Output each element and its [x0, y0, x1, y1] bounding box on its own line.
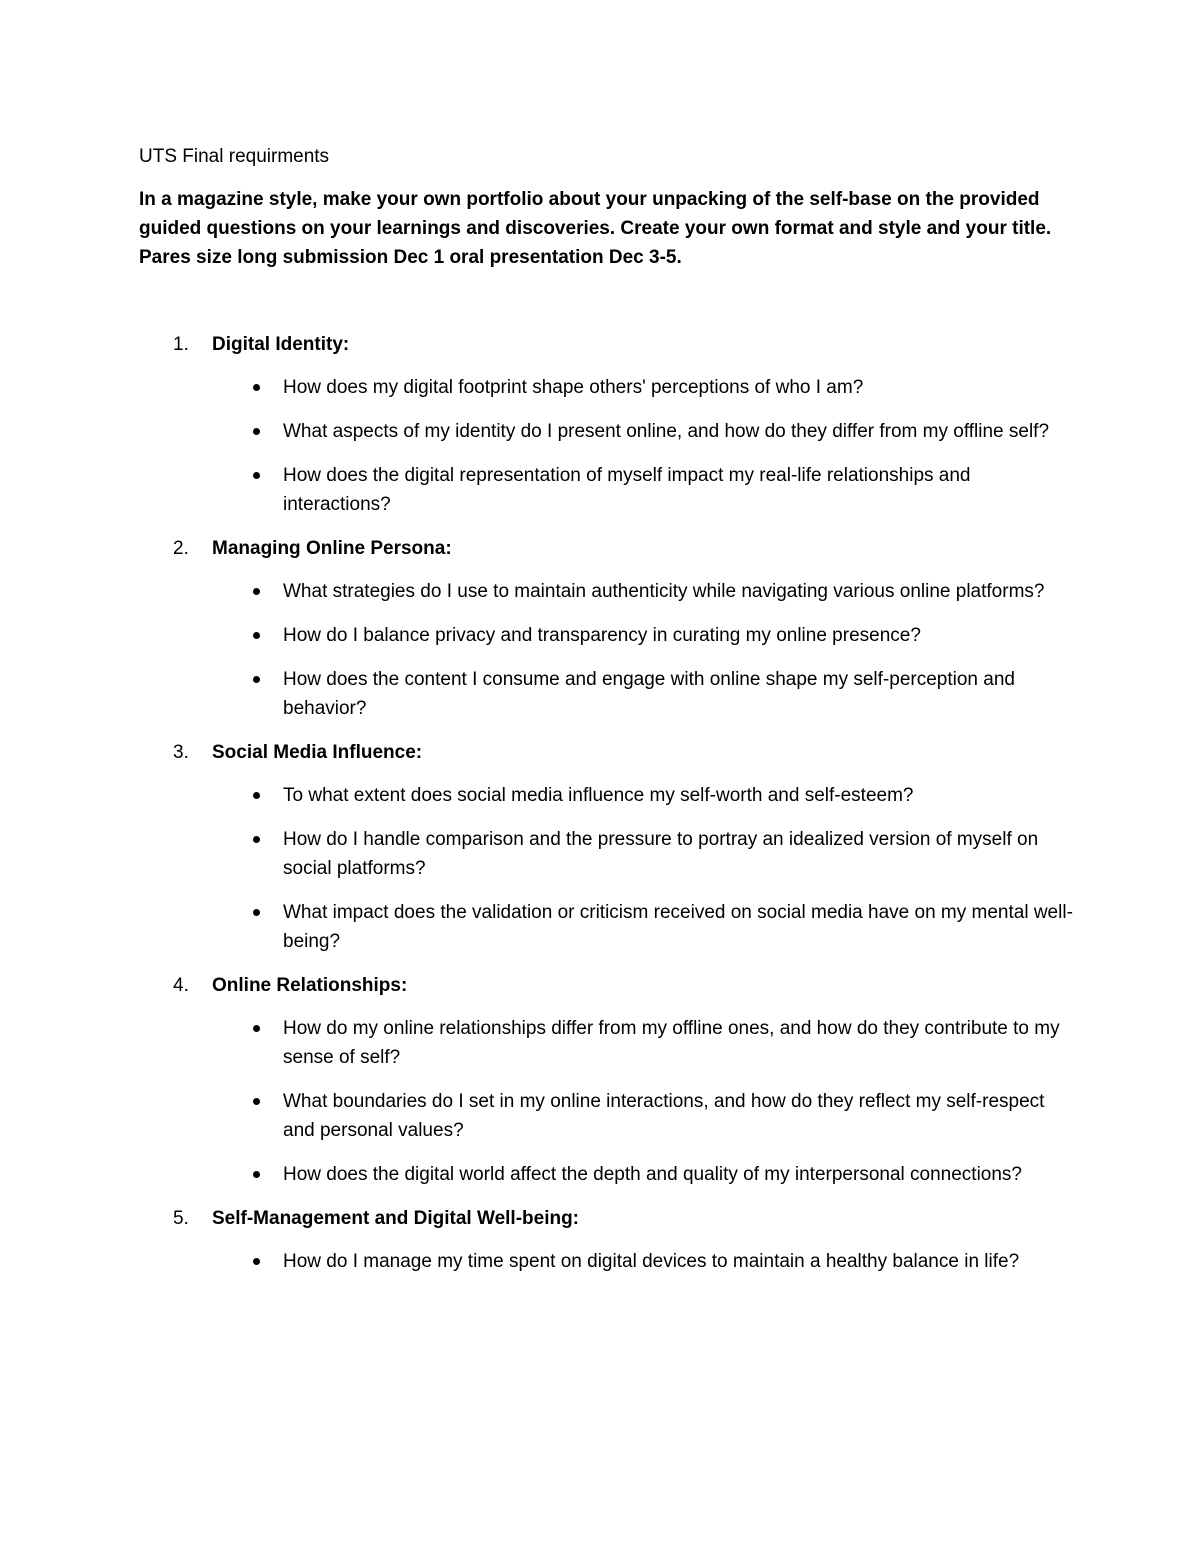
- document-body: [139, 142, 1073, 1291]
- question-item: [139, 1014, 1073, 1072]
- bullet-icon: [253, 1258, 260, 1265]
- question-text: What strategies do I use to maintain authenticity while navigating various online platforms?: [283, 581, 1045, 602]
- section-number: 3.: [173, 742, 189, 763]
- section-title: [139, 330, 1059, 359]
- document-heading: UTS Final requirments: [139, 146, 330, 167]
- question-text: How does the digital representation of myself impact my real-life relationships and interactions?: [283, 465, 971, 515]
- bullet-icon: [253, 1098, 260, 1105]
- bullet-icon: [253, 472, 260, 479]
- question-item: [139, 1160, 1073, 1189]
- question-item: [139, 825, 1073, 883]
- question-item: [139, 665, 1073, 723]
- question-text: How do I handle comparison and the pressure to portray an idealized version of myself on social platforms?: [283, 829, 1039, 879]
- question-list: [139, 781, 1073, 956]
- bullet-icon: [253, 836, 260, 843]
- question-item: [139, 1247, 1073, 1276]
- bullet-icon: [253, 632, 260, 639]
- section-managing-online-persona: [139, 534, 1059, 723]
- question-sections: [139, 330, 1073, 1276]
- bullet-icon: [253, 1025, 260, 1032]
- section-number: 2.: [173, 538, 189, 559]
- question-item: [139, 781, 1073, 810]
- section-number: 4.: [173, 975, 189, 996]
- question-list: [139, 1014, 1059, 1189]
- question-item: [139, 417, 1073, 446]
- question-item: [139, 1087, 1073, 1145]
- question-list: [139, 577, 1059, 723]
- question-list: [139, 1247, 1059, 1276]
- bullet-icon: [253, 909, 260, 916]
- bullet-icon: [253, 1171, 260, 1178]
- bullet-icon: [253, 588, 260, 595]
- question-text: How does my digital footprint shape others' perceptions of who I am?: [283, 377, 864, 398]
- question-text: How do I manage my time spent on digital devices to maintain a healthy balance in life?: [283, 1251, 1020, 1272]
- section-social-media-influence: [139, 738, 1073, 956]
- bullet-icon: [253, 676, 260, 683]
- question-text: How does the digital world affect the depth and quality of my interpersonal connections?: [283, 1164, 1022, 1185]
- question-text: What impact does the validation or criticism received on social media have on my mental well-being?: [283, 902, 1073, 952]
- question-item: [139, 577, 1073, 606]
- section-title-text: Digital Identity:: [212, 334, 350, 355]
- instructions-paragraph: In a magazine style, make your own portfolio about your unpacking of the self-base on the provided guided questions on your learnings and discoveries. Create your own format and style and your title. Pares size long submission Dec 1 oral presentation Dec 3-5.: [139, 189, 1052, 268]
- question-item: [139, 898, 1073, 956]
- question-text: To what extent does social media influence my self-worth and self-esteem?: [283, 785, 914, 806]
- section-title-text: Social Media Influence:: [212, 742, 423, 763]
- section-online-relationships: [139, 971, 1059, 1189]
- bullet-icon: [253, 384, 260, 391]
- section-title-text: Self-Management and Digital Well-being:: [212, 1208, 580, 1229]
- question-text: What aspects of my identity do I present online, and how do they differ from my offline self?: [283, 421, 1050, 442]
- section-title: [139, 1204, 1059, 1233]
- bullet-icon: [253, 428, 260, 435]
- section-number: 5.: [173, 1208, 189, 1229]
- bullet-icon: [253, 792, 260, 799]
- question-text: What boundaries do I set in my online interactions, and how do they reflect my self-respect and personal values?: [283, 1091, 1045, 1141]
- question-item: [139, 461, 1073, 519]
- section-title: [139, 534, 1059, 563]
- question-list: [139, 373, 1059, 519]
- question-item: [139, 373, 1073, 402]
- question-item: [139, 621, 1073, 650]
- section-self-management: [139, 1204, 1059, 1276]
- section-title: [139, 971, 1059, 1000]
- section-title: [139, 738, 1059, 767]
- question-text: How do I balance privacy and transparency in curating my online presence?: [283, 625, 921, 646]
- section-title-text: Online Relationships:: [212, 975, 408, 996]
- question-text: How do my online relationships differ from my offline ones, and how do they contribute to my sense of self?: [283, 1018, 1060, 1068]
- question-text: How does the content I consume and engage with online shape my self-perception and behavior?: [283, 669, 1015, 719]
- section-number: 1.: [173, 334, 189, 355]
- section-title-text: Managing Online Persona:: [212, 538, 452, 559]
- section-digital-identity: [139, 330, 1059, 519]
